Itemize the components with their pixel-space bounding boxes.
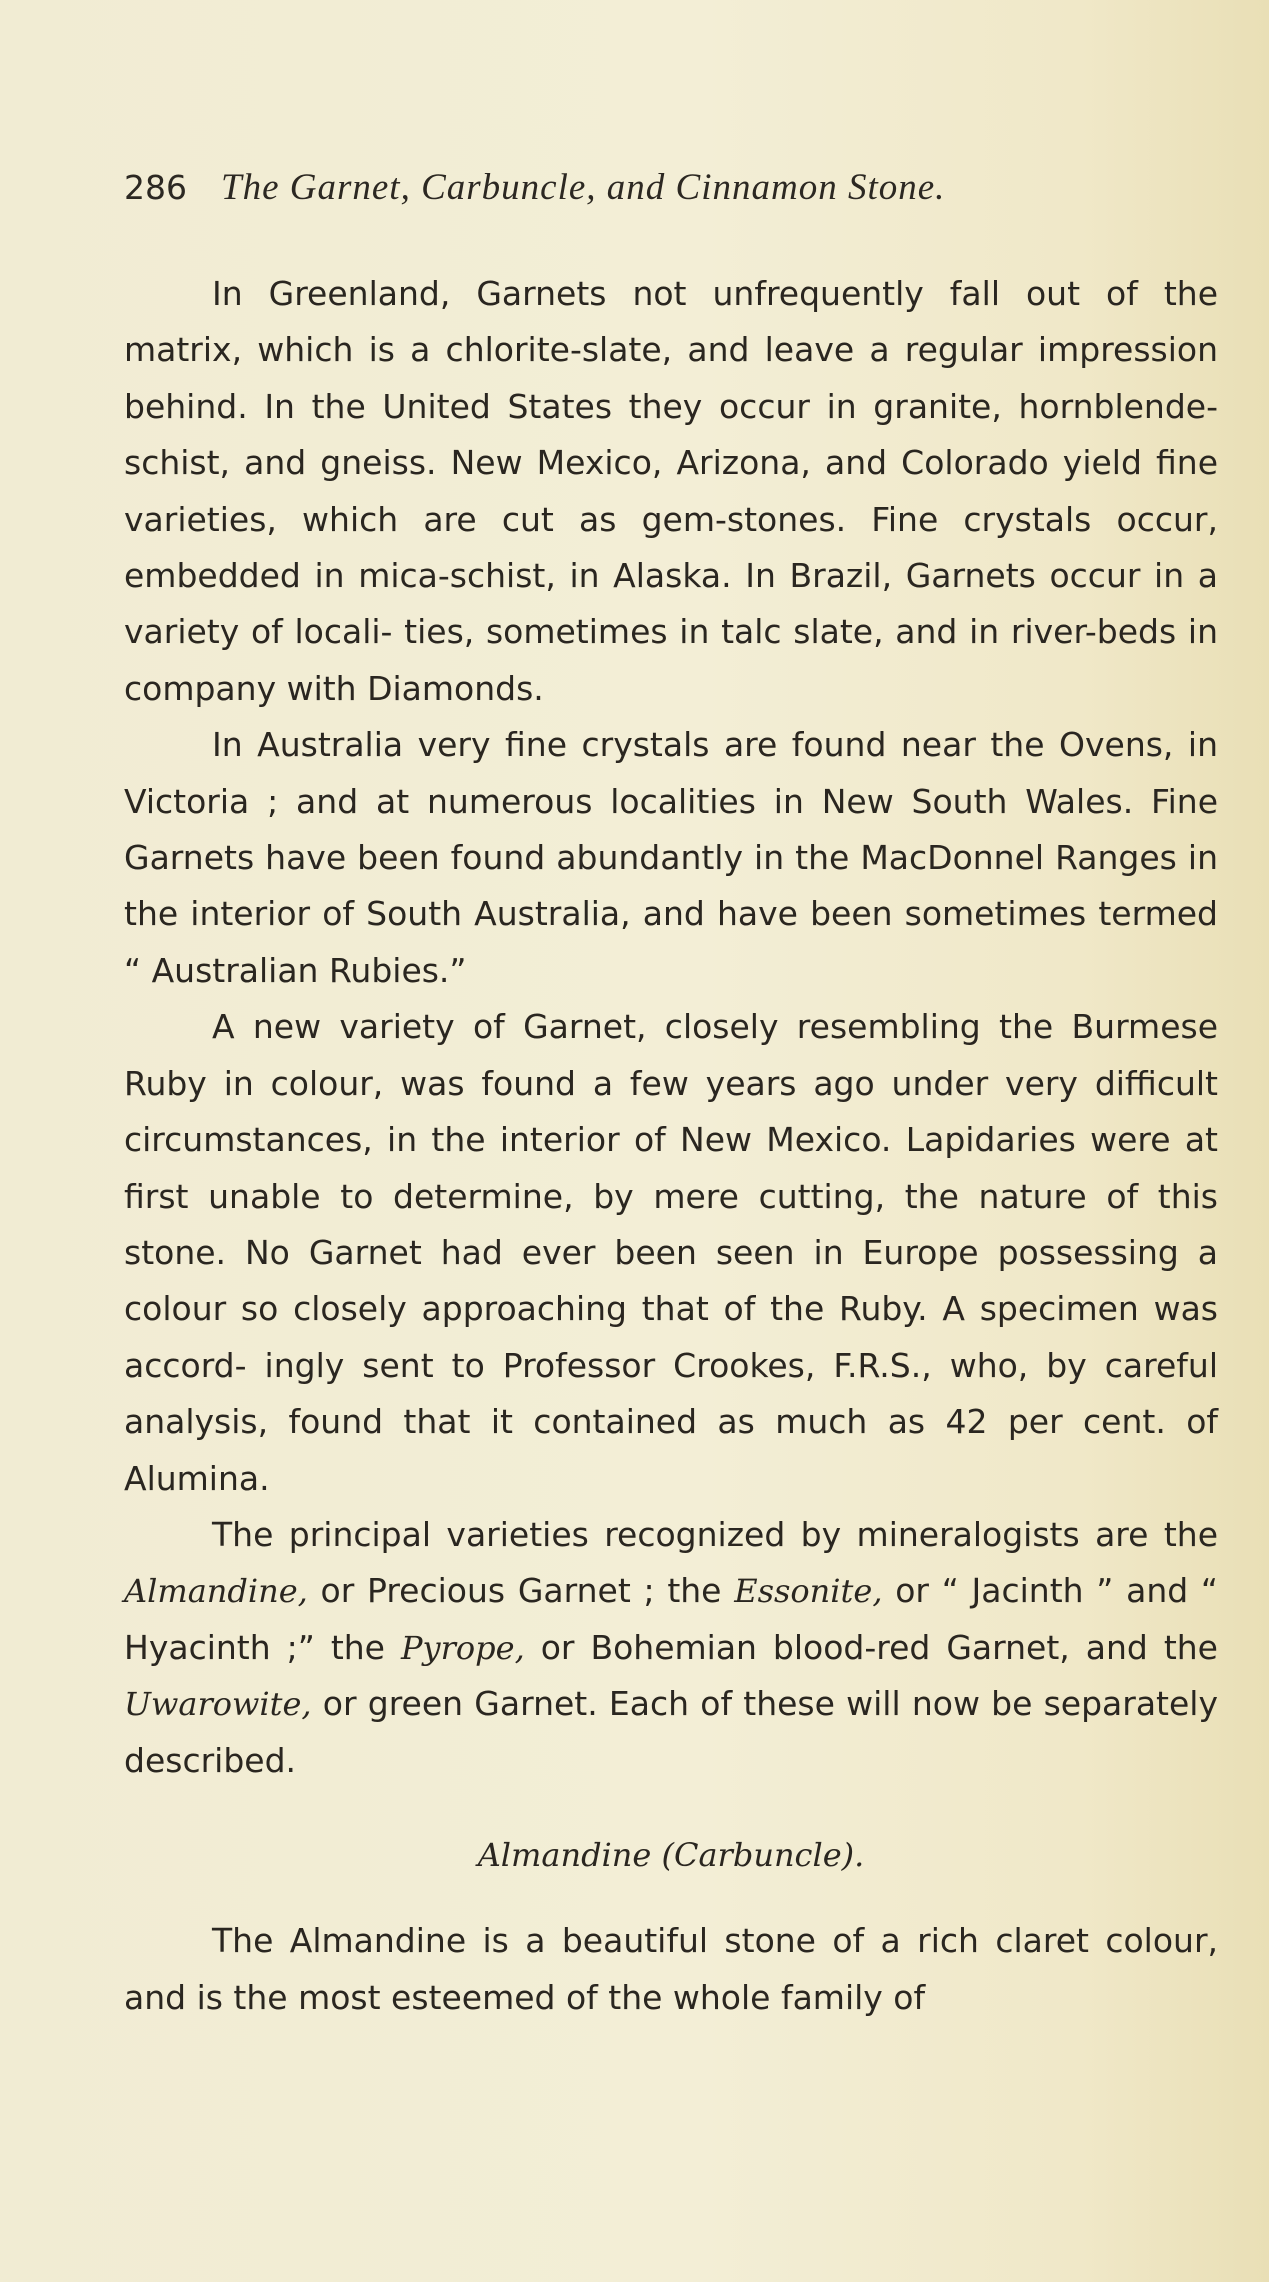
running-head xyxy=(124,166,1164,209)
paragraph-greenland: In Greenland, Garnets not unfrequently fall out of the matrix, which is a chlorite-slate, and leave a regular impression behind. In the United States they occur in granite, hornblende-schist, and gneiss. New Mexico, Arizona, and Colorado yield fine varieties, which are cut as gem-stones. Fine crystals occur, embedded in mica-schist, in Alaska. In Brazil, Garnets occur in a variety of locali- ties, sometimes in talc slate, and in river-beds in company with Diamonds. xyxy=(124,274,1218,708)
variety-essonite: Essonite, xyxy=(734,1572,883,1611)
paragraph-new-variety: A new variety of Garnet, closely resembling the Burmese Ruby in colour, was found a few years ago under very difficult circumstances, in the interior of New Mexico. Lapidaries were at first unable to determine, by mere cutting, the nature of this stone. No Garnet had ever been seen in Europe possessing a colour so closely approaching that of the Ruby. A specimen was accord- ingly sent to Professor Crookes, F.R.S., who, by careful analysis, found that it contained as much as 42 per cent. of Alumina. xyxy=(124,1007,1218,1498)
variety-uwarowite: Uwarowite, xyxy=(124,1685,312,1724)
variety-pyrope: Pyrope, xyxy=(400,1628,525,1667)
varieties-text-4: or Bohemian blood-red Garnet, and the xyxy=(524,1627,1218,1667)
paragraph-australia: In Australia very fine crystals are found near the Ovens, in Victoria ; and at numerous localities in New South Wales. Fine Garnets have been found abundantly in the MacDonnel Ranges in the interior of South Australia, and have been sometimes termed “ Australian Rubies.” xyxy=(124,725,1218,990)
varieties-text-1: The principal varieties recognized by mineralogists are the xyxy=(212,1514,1218,1554)
variety-almandine: Almandine, xyxy=(124,1572,308,1611)
section-heading: Almandine (Carbuncle). xyxy=(477,1835,865,1874)
running-title: The Garnet, Carbuncle, and Cinnamon Stone. xyxy=(221,167,946,208)
body-text xyxy=(124,266,1218,2026)
varieties-text-3: or “ Jacinth ” and “ Hyacinth ;” the xyxy=(124,1571,1218,1667)
varieties-text-2: or Precious Garnet ; the xyxy=(307,1571,735,1611)
paragraph-almandine: The Almandine is a beautiful stone of a rich claret colour, and is the most esteemed of the whole family of xyxy=(124,1921,1218,2017)
varieties-text-5: or green Garnet. Each of these will now be separately described. xyxy=(124,1684,1218,1780)
paragraph-principal-varieties xyxy=(124,1507,1218,1789)
page-number: 286 xyxy=(124,168,187,207)
